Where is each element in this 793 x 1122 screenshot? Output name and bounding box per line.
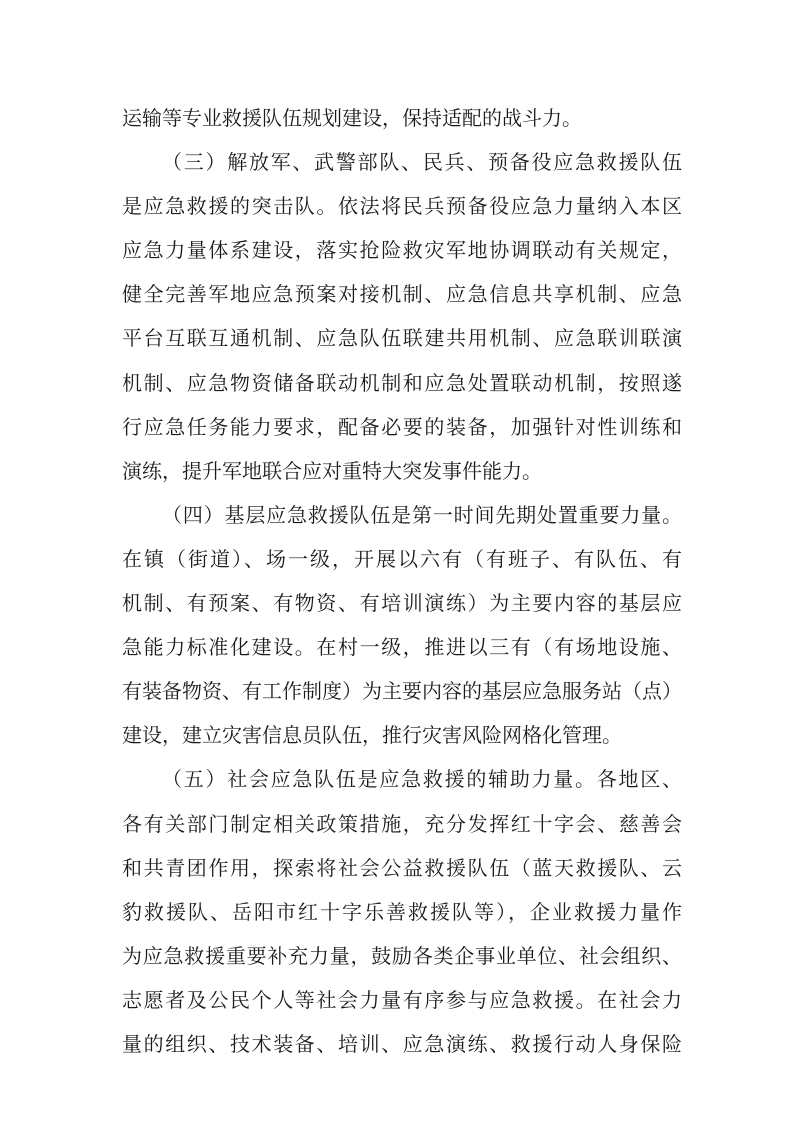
text-line: 为应急救援重要补充力量，鼓励各类企事业单位、社会组织、 — [122, 943, 682, 968]
text-line: （五）社会应急队伍是应急救援的辅助力量。各地区、 — [162, 767, 682, 792]
text-line: （三）解放军、武警部队、民兵、预备役应急救援队伍 — [162, 150, 682, 175]
text-line: 行应急任务能力要求，配备必要的装备，加强针对性训练和 — [122, 414, 682, 439]
text-line: 平台互联互通机制、应急队伍联建共用机制、应急联训联演 — [122, 326, 682, 351]
document-body — [122, 96, 682, 1066]
text-line: 机制、有预案、有物资、有培训演练）为主要内容的基层应 — [122, 591, 682, 616]
text-line: 运输等专业救援队伍规划建设，保持适配的战斗力。 — [122, 106, 582, 130]
text-line: 各有关部门制定相关政策措施，充分发挥红十字会、慈善会 — [122, 811, 682, 836]
text-line: 在镇（街道）、场一级，开展以六有（有班子、有队伍、有 — [122, 546, 682, 571]
text-line: 豹救援队、岳阳市红十字乐善救援队等），企业救援力量作 — [122, 899, 682, 924]
text-line: 演练，提升军地联合应对重特大突发事件能力。 — [122, 458, 542, 483]
text-line: 机制、应急物资储备联动机制和应急处置联动机制，按照遂 — [122, 370, 682, 395]
text-line: 量的组织、技术装备、培训、应急演练、救援行动人身保险 — [122, 1031, 682, 1056]
text-line: 和共青团作用，探索将社会公益救援队伍（蓝天救援队、云 — [122, 855, 682, 880]
text-line: 急能力标准化建设。在村一级，推进以三有（有场地设施、 — [122, 635, 682, 660]
text-line: 应急力量体系建设，落实抢险救灾军地协调联动有关规定， — [122, 238, 682, 263]
text-line: 志愿者及公民个人等社会力量有序参与应急救援。在社会力 — [122, 987, 682, 1012]
text-line: 健全完善军地应急预案对接机制、应急信息共享机制、应急 — [122, 282, 682, 307]
text-line: 建设，建立灾害信息员队伍，推行灾害风险网格化管理。 — [122, 723, 622, 748]
text-line: 有装备物资、有工作制度）为主要内容的基层应急服务站（点） — [122, 679, 682, 704]
text-line: 是应急救援的突击队。依法将民兵预备役应急力量纳入本区 — [122, 194, 682, 219]
text-line: （四）基层应急救援队伍是第一时间先期处置重要力量。 — [162, 502, 682, 527]
